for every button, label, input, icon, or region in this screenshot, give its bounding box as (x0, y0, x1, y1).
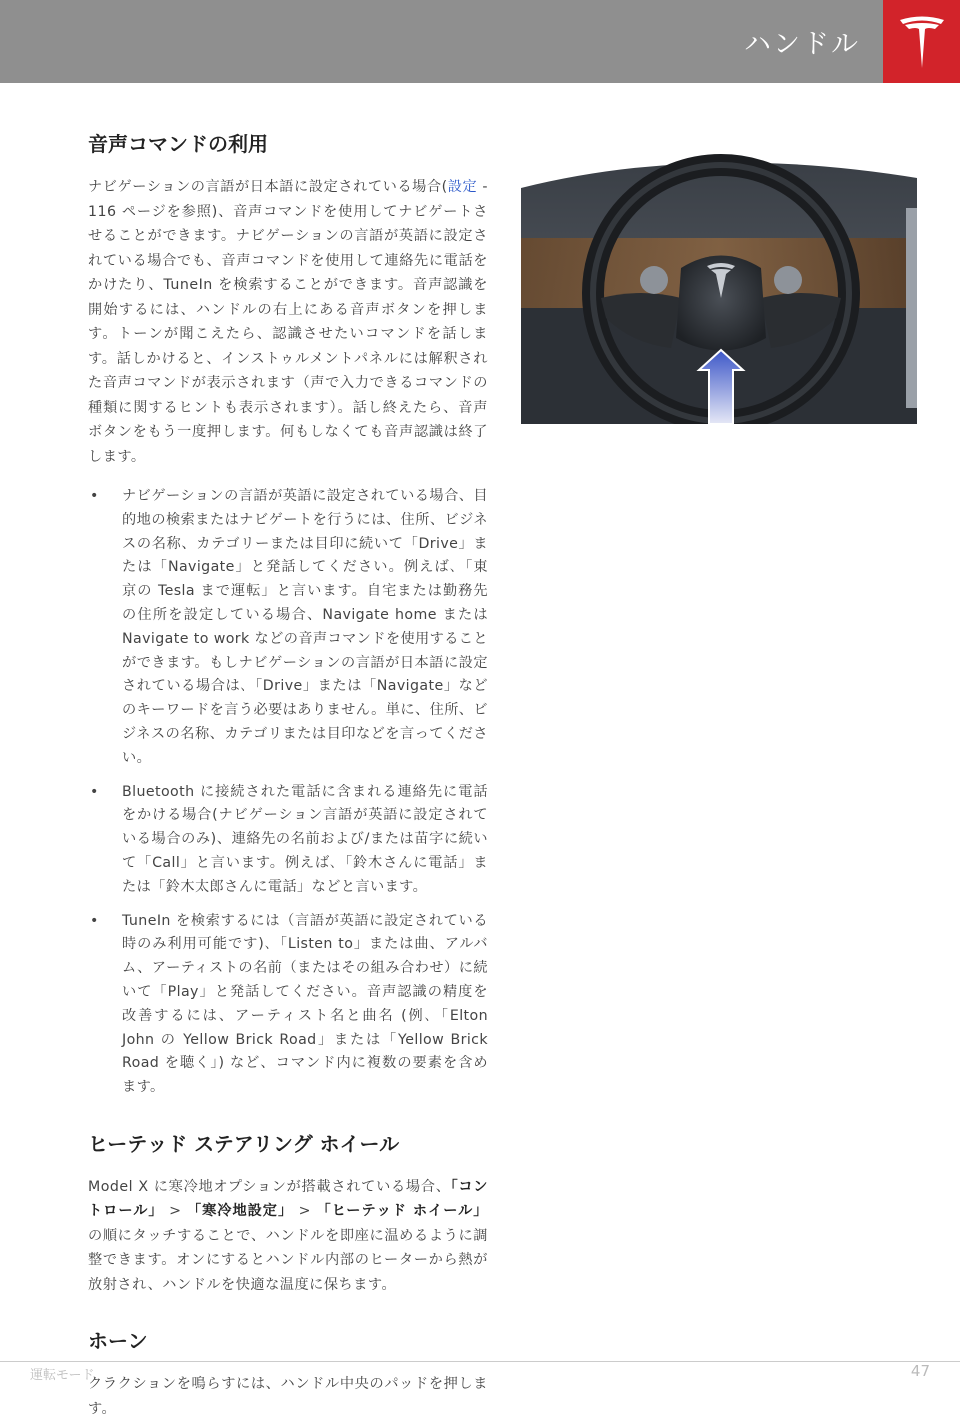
menu-separator: > (293, 1203, 317, 1220)
voice-commands-paragraph (88, 175, 488, 469)
bullet-marker: • (90, 912, 99, 929)
list-item (88, 485, 488, 771)
voice-bullet-list (88, 485, 488, 1100)
heated-text-2: の順にタッチすることで、ハンドルを即座に温めるように調整できます。オンにするとハンドル内部のヒーターから熱が放射され、ハンドルを快適な温度に保ちます。 (88, 1227, 488, 1293)
footer-section-name: 運転モード (30, 1368, 95, 1383)
header-title: ハンドル (744, 29, 860, 60)
menu-heated-wheel: 「ヒーテッド ホイール」 (316, 1203, 488, 1220)
menu-controls: 「コントロール」 (88, 1178, 488, 1220)
heated-text-1: Model X に寒冷地オプションが搭載されている場合、 (88, 1178, 451, 1195)
footer-page-number: 47 (910, 1362, 930, 1380)
section-title-heated-wheel: ヒーテッド ステアリング ホイール (88, 1131, 400, 1156)
steering-wheel-image (521, 148, 917, 424)
horn-paragraph: クラクションを鳴らすには、ハンドル中央のパッドを押します。 (88, 1376, 488, 1417)
section-title-horn: ホーン (88, 1329, 148, 1354)
list-item-text: ナビゲーションの言語が英語に設定されている場合、目的地の検索またはナビゲートを行うには、住所、ビジネスの名称、カテゴリーまたは目印に続いて「Drive」または「Navigate」と発話してください。例えば､「東京の Tesla まで運転」と言います。自宅または勤務先の住所を設定している場合、Navigate home または Navigate to work などの音声コマンドを使用することができます。もしナビゲーションの言語が日本語に設定されている場合は､「Drive」または「Navigate」などのキーワードを言う必要はありません。単に、住所、ビジネスの名称、カテゴリまたは目印などを言ってください。 (122, 488, 488, 766)
settings-link[interactable]: 設定 (447, 179, 478, 195)
voice-p-text-1: ナビゲーションの言語が日本語に設定されている場合( (88, 179, 448, 195)
list-item-text: Bluetooth に接続された電話に含まれる連絡先に電話をかける場合(ナビゲーション言語が英語に設定されている場合のみ)、連絡先の名前および/または苗字に続いて「Call」と言います。例えば､「鈴木さんに電話」または「鈴木太郎さんに電話」などと言います。 (122, 783, 488, 895)
voice-p-text-2: - 116 ページを参照)、音声コマンドを使用してナビゲートさせることができます。ナビゲーションの言語が英語に設定されている場合でも、音声コマンドを使用して連絡先に電話をかけたり、TuneIn を検索することができます。音声認識を開始するには、ハンドルの右上にある音声ボタンを押します。トーンが聞こえたら、認識させたいコマンドを話します。話しかけると、インストゥルメントパネルには解釈された音声コマンドが表示されます（声で入力できるコマンドの種類に関するヒントも表示されます）。話し終えたら、音声ボタンをもう一度押します。何もしなくても音声認識は終了します。 (88, 179, 488, 465)
list-item (88, 910, 488, 1100)
heated-wheel-paragraph (88, 1175, 488, 1298)
list-item-text: TuneIn を検索するには（言語が英語に設定されている時のみ利用可能です)､「Listen to」または曲、アルバム、アーティストの名前（またはその組み合わせ）に続いて「Play」と発話してください。音声認識の精度を改善するには、アーティスト名と曲名 (例､「Elton John の Yellow Brick Road」または「Yellow Brick Road を聴く」) など、コマンド内に複数の要素を含めます。 (122, 912, 488, 1096)
bullet-marker: • (90, 783, 99, 800)
section-title-voice-commands: 音声コマンドの利用 (88, 132, 268, 156)
bullet-marker: • (90, 488, 99, 504)
menu-cold-weather: 「寒冷地設定」 (186, 1203, 294, 1220)
page-header (0, 0, 960, 83)
tesla-logo-icon (898, 14, 946, 70)
footer-divider (0, 1361, 960, 1362)
menu-separator: > (163, 1203, 187, 1220)
list-item (88, 781, 488, 900)
main-content (88, 128, 488, 1421)
tesla-logo (883, 0, 960, 83)
